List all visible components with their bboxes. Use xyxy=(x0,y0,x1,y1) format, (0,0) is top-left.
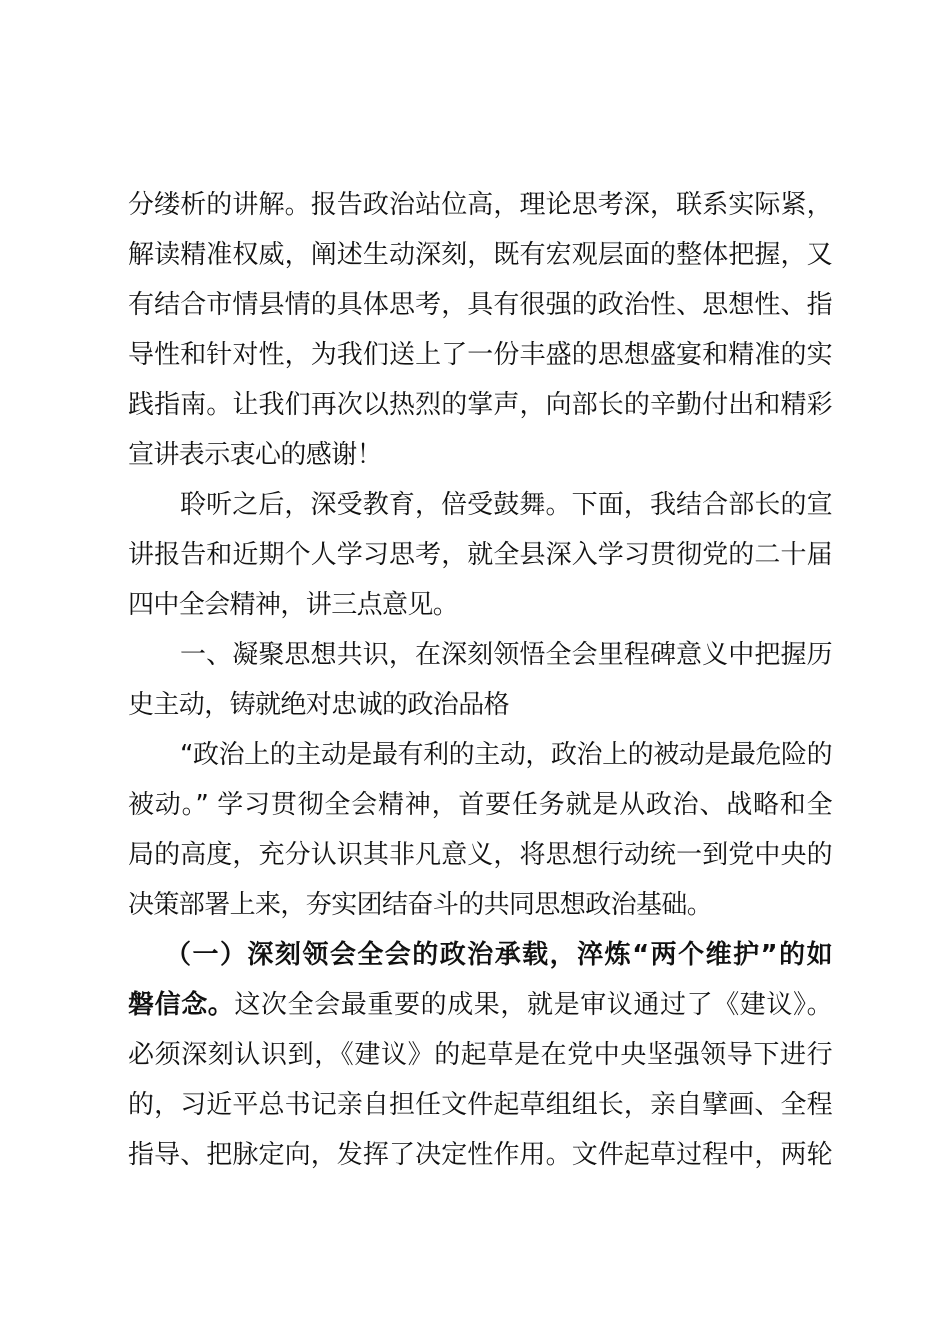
paragraph-text: 这次全会最重要的成果，就是审议通过了《建议》。 xyxy=(234,990,832,1020)
paragraph-line: 被动。” 学习贯彻全会精神，首要任务就是从政治、战略和全 xyxy=(128,790,832,820)
section-heading-line: 史主动，铸就绝对忠诚的政治品格 xyxy=(128,690,510,720)
paragraph-line: “政治上的主动是最有利的主动，政治上的被动是最危险的 xyxy=(180,740,832,770)
paragraph-line: 践指南。让我们再次以热烈的掌声，向部长的辛勤付出和精彩 xyxy=(128,390,832,420)
paragraph-line: 聆听之后，深受教育，倍受鼓舞。下面，我结合部长的宣 xyxy=(180,490,832,520)
paragraph-line: 分缕析的讲解。报告政治站位高，理论思考深，联系实际紧， xyxy=(128,190,832,220)
section-heading-line: 一、凝聚思想共识，在深刻领悟全会里程碑意义中把握历 xyxy=(180,640,832,670)
paragraph-line: 有结合市情县情的具体思考，具有很强的政治性、思想性、指 xyxy=(128,290,832,320)
paragraph-line: 导性和针对性，为我们送上了一份丰盛的思想盛宴和精准的实 xyxy=(128,340,832,370)
paragraph-line: 讲报告和近期个人学习思考，就全县深入学习贯彻党的二十届 xyxy=(128,540,832,570)
paragraph-line: 解读精准权威，阐述生动深刻，既有宏观层面的整体把握，又 xyxy=(128,240,832,270)
paragraph-line: 宣讲表示衷心的感谢！ xyxy=(128,440,383,470)
paragraph-line: 四中全会精神，讲三点意见。 xyxy=(128,590,459,620)
subsection-heading-line: （一）深刻领会全会的政治承载，淬炼“两个维护”的如 xyxy=(165,940,832,970)
paragraph-line: 的，习近平总书记亲自担任文件起草组组长，亲自擘画、全程 xyxy=(128,1090,832,1120)
paragraph-line: 必须深刻认识到，《建议》的起草是在党中央坚强领导下进行 xyxy=(128,1040,832,1070)
subsection-heading-tail: 磐信念。 xyxy=(128,990,235,1020)
paragraph-line: 指导、把脉定向，发挥了决定性作用。文件起草过程中，两轮 xyxy=(128,1140,832,1170)
paragraph-line: 决策部署上来，夯实团结奋斗的共同思想政治基础。 xyxy=(128,890,713,920)
paragraph-line: 局的高度，充分认识其非凡意义，将思想行动统一到党中央的 xyxy=(128,840,832,870)
paragraph-line xyxy=(128,980,832,1030)
